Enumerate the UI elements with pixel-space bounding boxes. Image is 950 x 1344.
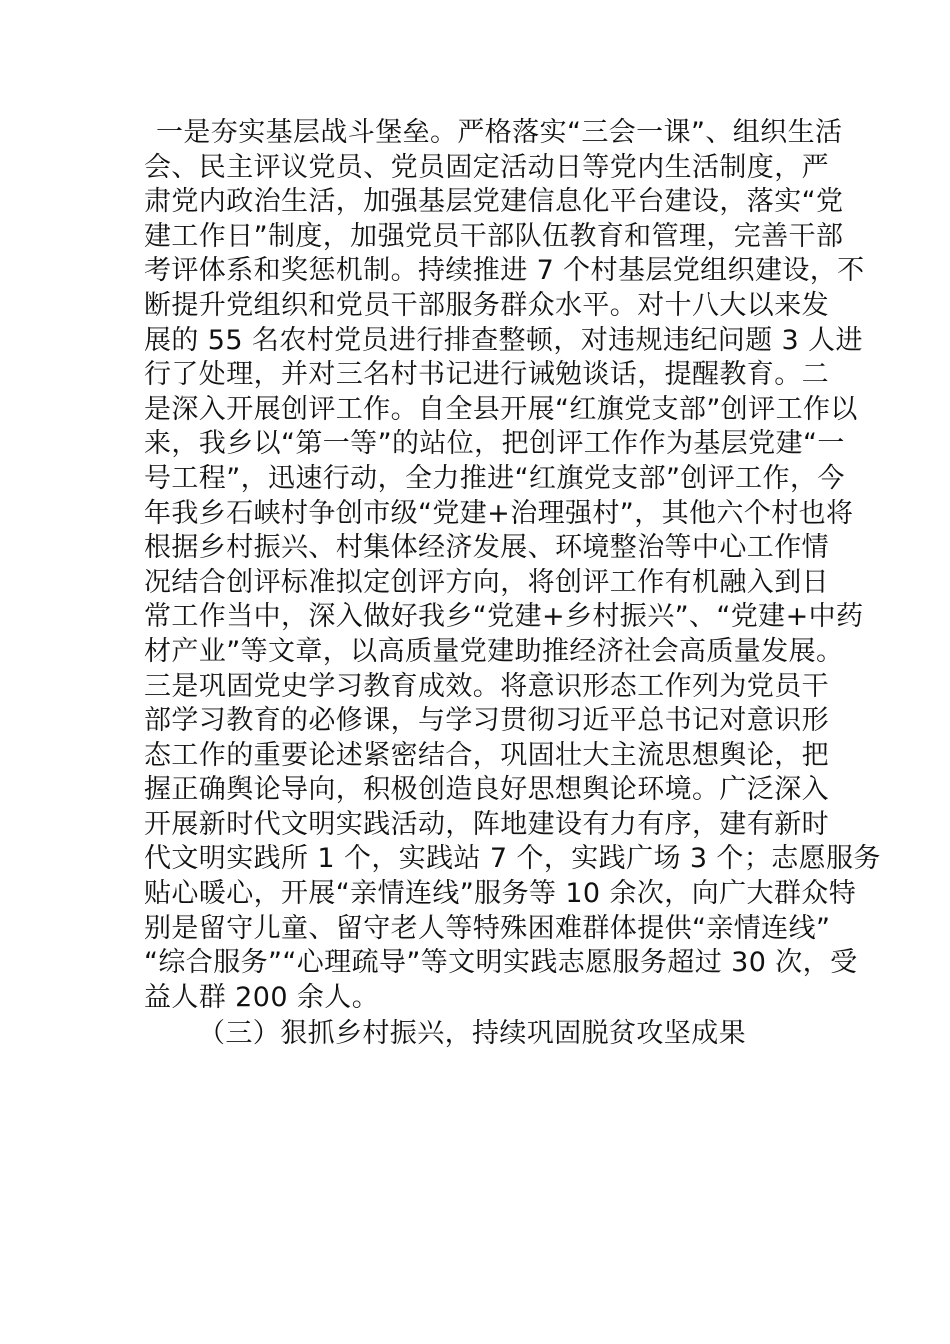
body-paragraph	[144, 116, 881, 1052]
paragraph-line: 年我乡石峡村争创市级“党建+治理强村”，其他六个村也将	[144, 497, 854, 529]
paragraph-line: 常工作当中，深入做好我乡“党建+乡村振兴”、“党建+中药	[144, 601, 864, 633]
paragraph-line: “综合服务”“心理疏导”等文明实践志愿服务超过 30 次，受	[144, 947, 858, 979]
paragraph-line: 建工作日”制度，加强党员干部队伍教育和管理，完善干部	[144, 220, 844, 252]
paragraph-line: 断提升党组织和党员干部服务群众水平。对十八大以来发	[144, 289, 829, 321]
paragraph-line: 行了处理，并对三名村书记进行诫勉谈话，提醒教育。二	[144, 359, 829, 391]
paragraph-line: 况结合创评标准拟定创评方向，将创评工作有机融入到日	[144, 566, 829, 598]
paragraph-line: 是深入开展创评工作。自全县开展“红旗党支部”创评工作以	[144, 393, 858, 425]
paragraph-line: 肃党内政治生活，加强基层党建信息化平台建设，落实“党	[144, 186, 844, 218]
paragraph-line: 握正确舆论导向，积极创造良好思想舆论环境。广泛深入	[144, 774, 829, 806]
paragraph-line: 开展新时代文明实践活动，阵地建设有力有序，建有新时	[144, 808, 829, 840]
paragraph-line: 三是巩固党史学习教育成效。将意识形态工作列为党员干	[144, 670, 829, 702]
section-heading: （三）狠抓乡村振兴，持续巩固脱贫攻坚成果	[198, 1018, 746, 1050]
paragraph-line: 贴心暖心，开展“亲情连线”服务等 10 余次，向广大群众特	[144, 878, 857, 910]
paragraph-line: 材产业”等文章，以高质量党建助推经济社会高质量发展。	[144, 635, 844, 667]
paragraph-line: 部学习教育的必修课，与学习贯彻习近平总书记对意识形	[144, 705, 829, 737]
paragraph-line: 别是留守儿童、留守老人等特殊困难群体提供“亲情连线”	[144, 912, 831, 944]
paragraph-line: 根据乡村振兴、村集体经济发展、环境整治等中心工作情	[144, 532, 829, 564]
paragraph-line: 一是夯实基层战斗堡垒。严格落实“三会一课”、组织生活	[156, 117, 843, 148]
paragraph-line: 号工程”，迅速行动，全力推进“红旗党支部”创评工作，今	[144, 462, 845, 494]
paragraph-line: 考评体系和奖惩机制。持续推进 7 个村基层党组织建设，不	[144, 255, 865, 287]
paragraph-line: 代文明实践所 1 个，实践站 7 个，实践广场 3 个；志愿服务	[144, 843, 881, 875]
paragraph-line: 会、民主评议党员、党员固定活动日等党内生活制度，严	[144, 151, 829, 183]
paragraph-line: 来，我乡以“第一等”的站位，把创评工作作为基层党建“一	[144, 428, 845, 460]
paragraph-line: 态工作的重要论述紧密结合，巩固壮大主流思想舆论，把	[144, 739, 829, 771]
paragraph-line: 益人群 200 余人。	[144, 981, 380, 1013]
paragraph-line: 展的 55 名农村党员进行排查整顿，对违规违纪问题 3 人进	[144, 324, 863, 356]
